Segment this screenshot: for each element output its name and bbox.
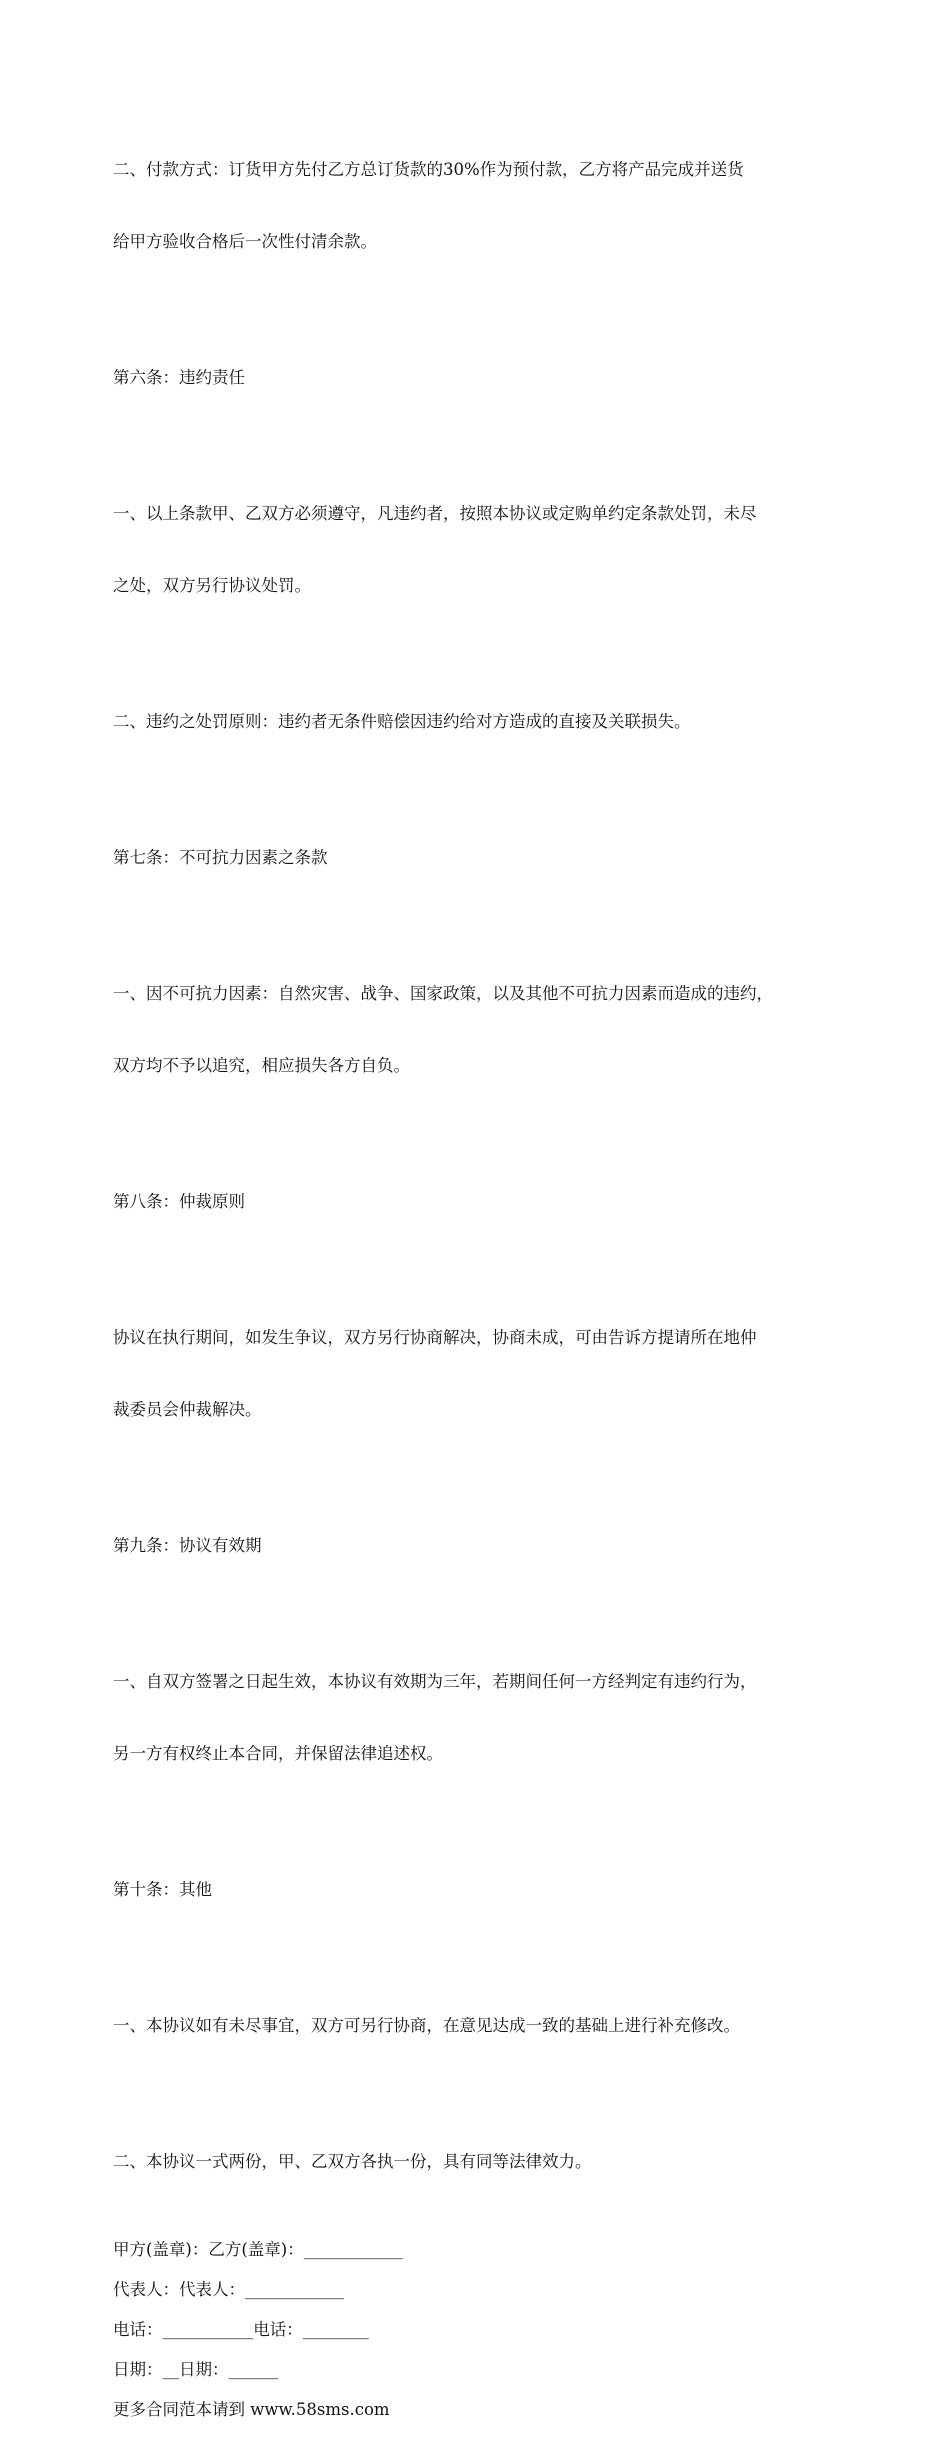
text-line: 另一方有权终止本合同，并保留法律追述权。 xyxy=(113,1744,443,1763)
text-line: 一、以上条款甲、乙双方必须遵守，凡违约者，按照本协议或定购单约定条款处罚，未尽 xyxy=(113,504,757,523)
article-7-heading xyxy=(113,798,853,918)
text-line: 协议在执行期间，如发生争议，双方另行协商解决，协商未成，可由告诉方提请所在地仲 xyxy=(113,1328,757,1347)
heading-text: 第十条：其他 xyxy=(113,1880,212,1899)
text-line: 裁委员会仲裁解决。 xyxy=(113,1400,262,1419)
contract-page xyxy=(113,110,853,2438)
breach-clause-2 xyxy=(113,662,853,782)
text-line: 一、本协议如有未尽事宜，双方可另行协商，在意见达成一致的基础上进行补充修改。 xyxy=(113,2016,740,2035)
heading-text: 第七条：不可抗力因素之条款 xyxy=(113,848,328,867)
text-line: 之处，双方另行协议处罚。 xyxy=(113,576,311,595)
footer-link-text: 更多合同范本请到 www.58sms.com xyxy=(113,2400,390,2419)
text-line: 一、自双方签署之日起生效，本协议有效期为三年，若期间任何一方经判定有违约行为， xyxy=(113,1672,757,1691)
heading-text: 第六条：违约责任 xyxy=(113,368,245,387)
other-clause-2 xyxy=(113,2102,853,2222)
other-clause-1 xyxy=(113,1966,853,2086)
text-line: 双方均不予以追究，相应损失各方自负。 xyxy=(113,1056,410,1075)
breach-clause-1 xyxy=(113,454,853,646)
text-line: 一、因不可抗力因素：自然灾害、战争、国家政策，以及其他不可抗力因素而造成的违约， xyxy=(113,984,773,1003)
article-8-heading xyxy=(113,1142,853,1262)
payment-method-paragraph xyxy=(113,110,853,302)
force-majeure-clause xyxy=(113,934,853,1126)
heading-text: 第九条：协议有效期 xyxy=(113,1536,262,1555)
validity-clause xyxy=(113,1622,853,1814)
text-line: 二、本协议一式两份，甲、乙双方各执一份，具有同等法律效力。 xyxy=(113,2152,592,2171)
text-line: 二、违约之处罚原则：违约者无条件赔偿因违约给对方造成的直接及关联损失。 xyxy=(113,712,691,731)
party-seal-line: 甲方(盖章)：乙方(盖章)：____________ xyxy=(113,2240,403,2259)
arbitration-clause xyxy=(113,1278,853,1470)
article-10-heading xyxy=(113,1830,853,1950)
text-line: 二、付款方式：订货甲方先付乙方总订货款的30%作为预付款，乙方将产品完成并送货 xyxy=(113,160,744,179)
date-line: 日期：__日期：______ xyxy=(113,2360,278,2379)
article-6-heading xyxy=(113,318,853,438)
heading-text: 第八条：仲裁原则 xyxy=(113,1192,245,1211)
article-9-heading xyxy=(113,1486,853,1606)
text-line: 给甲方验收合格后一次性付清余款。 xyxy=(113,232,377,251)
phone-line: 电话：___________电话：________ xyxy=(113,2320,369,2339)
representative-line: 代表人：代表人：____________ xyxy=(113,2280,344,2299)
